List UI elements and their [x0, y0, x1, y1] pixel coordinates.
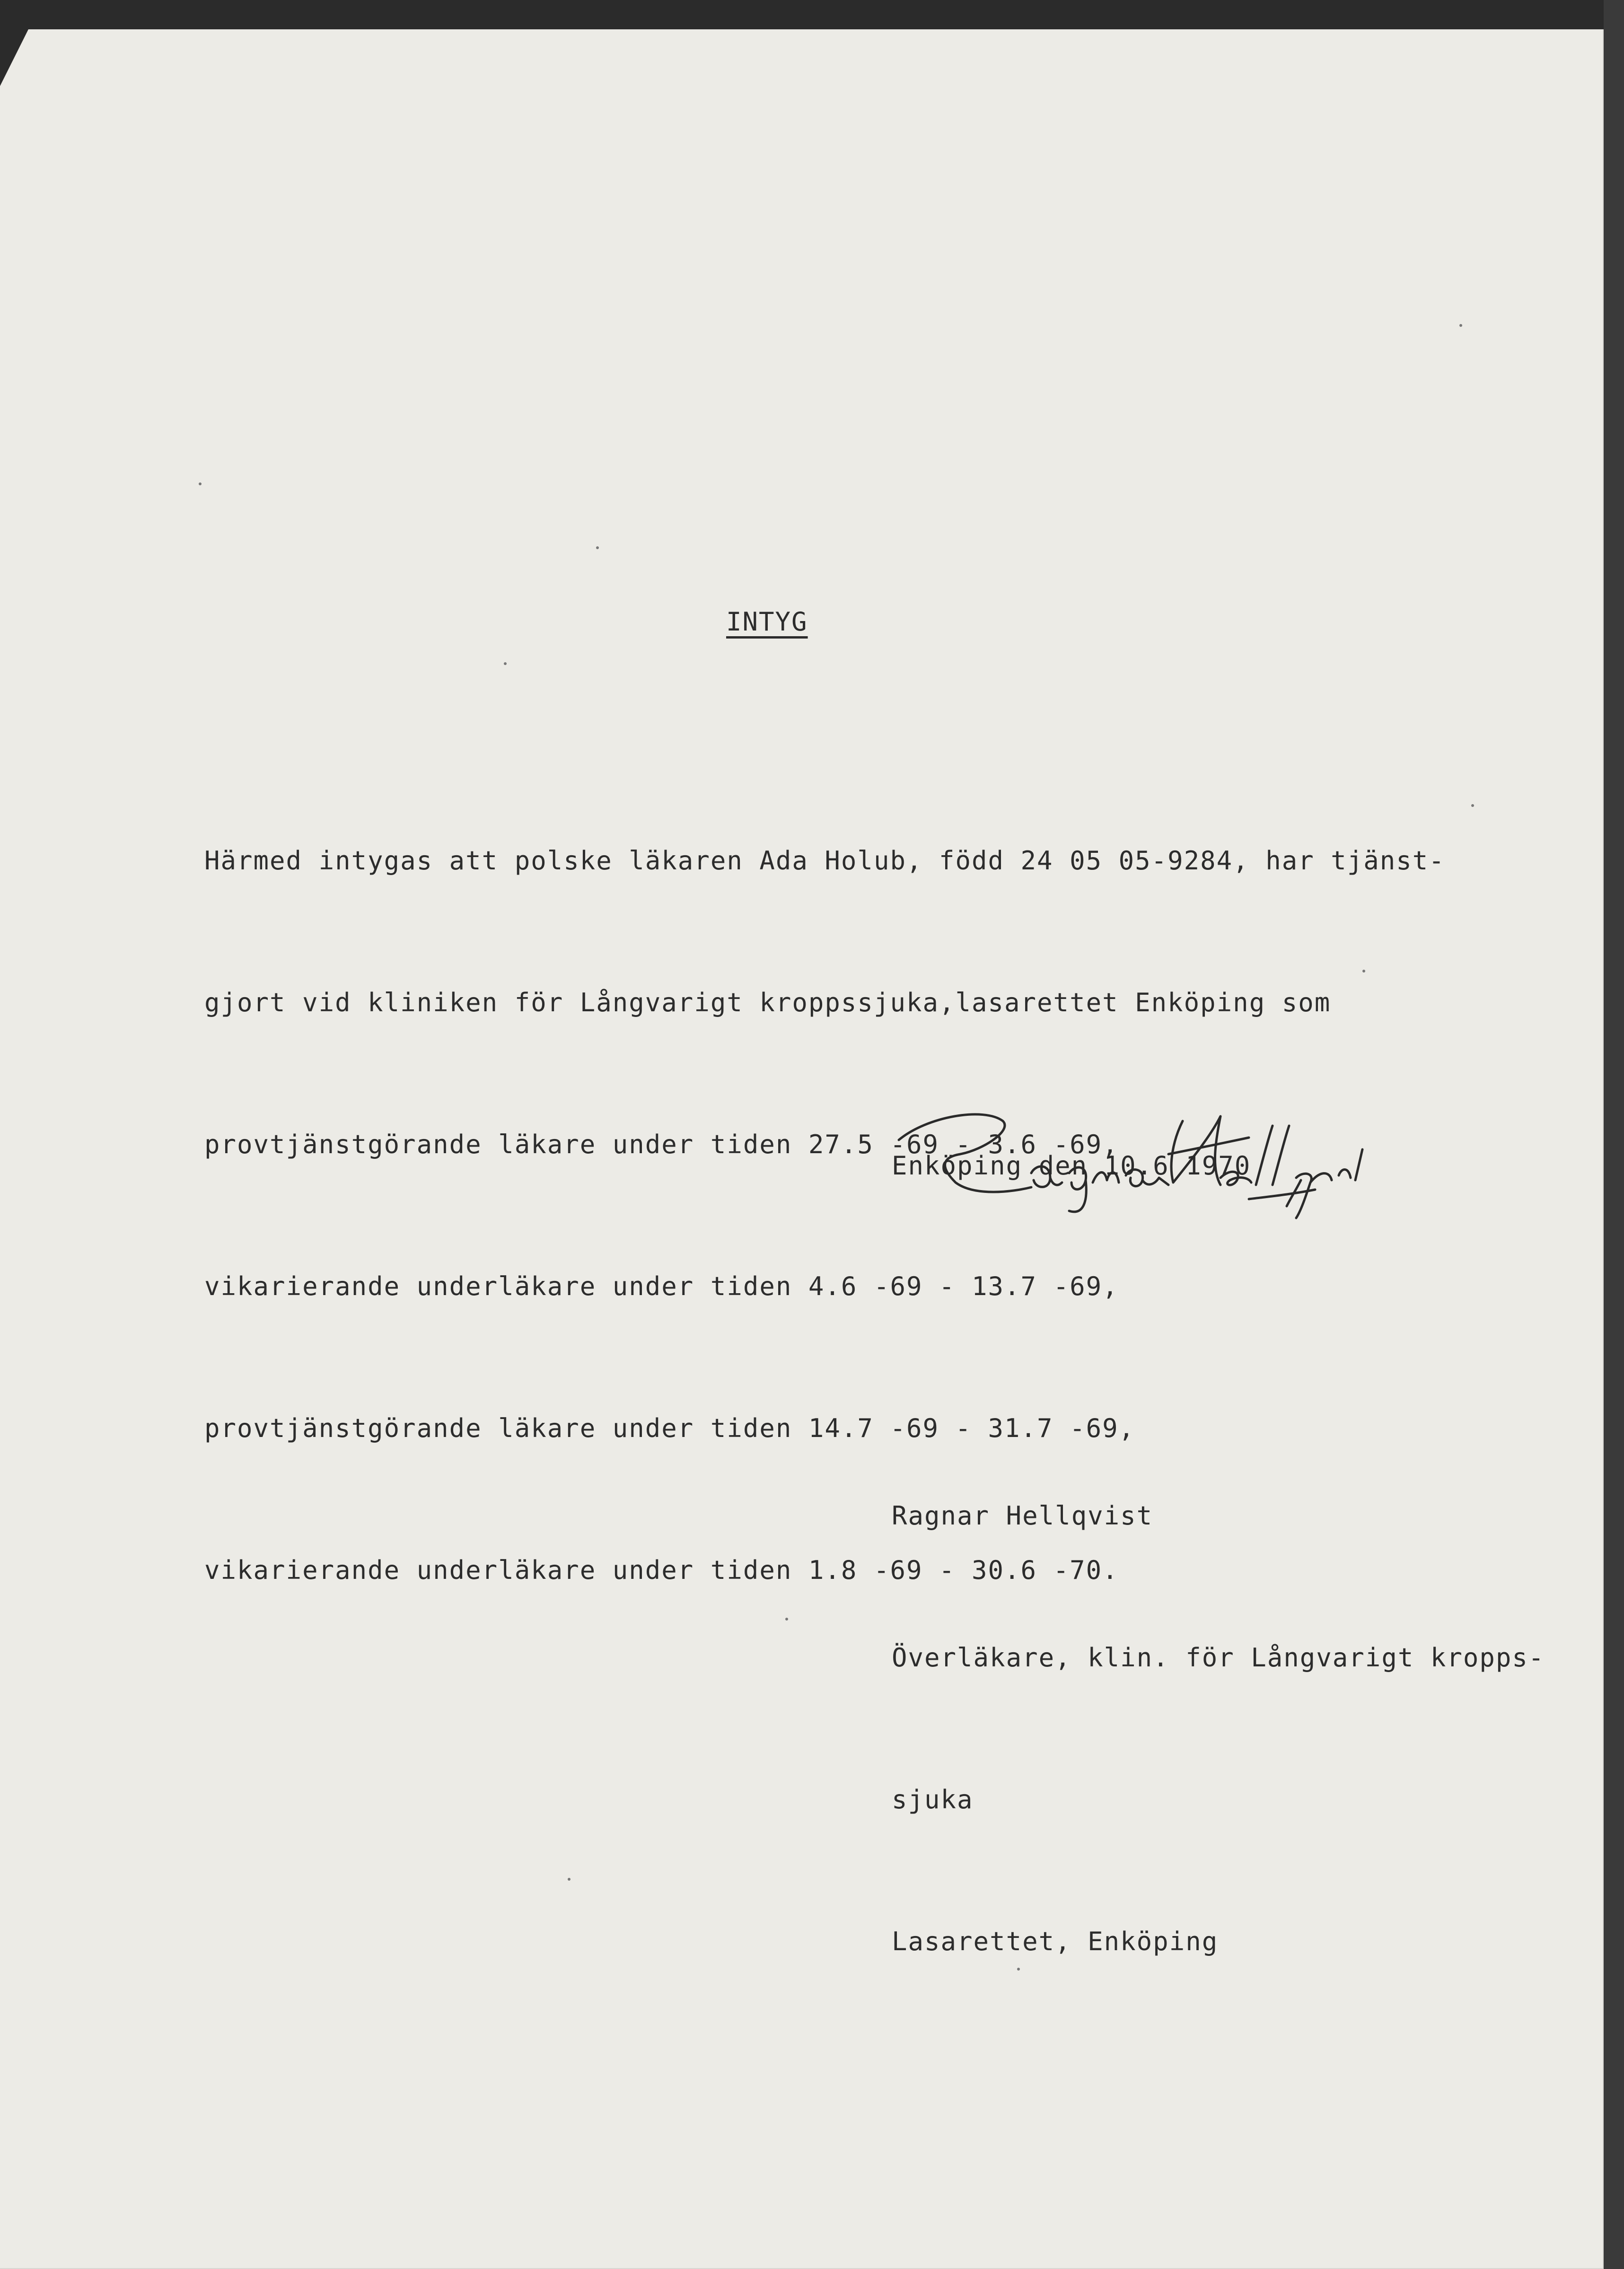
- body-line: provtjänstgörande läkare under tiden 14.7 -69 - 31.7 -69,: [204, 1413, 1135, 1443]
- signatory-title-continued: sjuka: [892, 1785, 974, 1814]
- place-date: Enköping den 10.6 1970: [892, 1151, 1251, 1181]
- body-line: vikarierande underläkare under tiden 1.8 -69 - 30.6 -70.: [204, 1555, 1119, 1585]
- body-line: gjort vid kliniken för Långvarigt kroppssjuka,lasarettet Enköping som: [204, 988, 1331, 1017]
- signatory-name: Ragnar Hellqvist: [892, 1501, 1153, 1531]
- handwritten-signature: [889, 1088, 1372, 1220]
- body-line: Härmed intygas att polske läkaren Ada Holub, född 24 05 05-9284, har tjänst-: [204, 846, 1445, 876]
- signatory-title: Överläkare, klin. för Långvarigt kropps-: [892, 1643, 1545, 1673]
- folded-corner: [0, 29, 28, 86]
- signatory-institution: Lasarettet, Enköping: [892, 1927, 1219, 1956]
- scan-border-right: [1604, 0, 1624, 2269]
- document-title: INTYG: [726, 607, 808, 637]
- body-line: vikarierande underläkare under tiden 4.6 -69 - 13.7 -69,: [204, 1271, 1119, 1301]
- body-line: provtjänstgörande läkare under tiden 27.5 -69 - 3.6 -69,: [204, 1130, 1119, 1159]
